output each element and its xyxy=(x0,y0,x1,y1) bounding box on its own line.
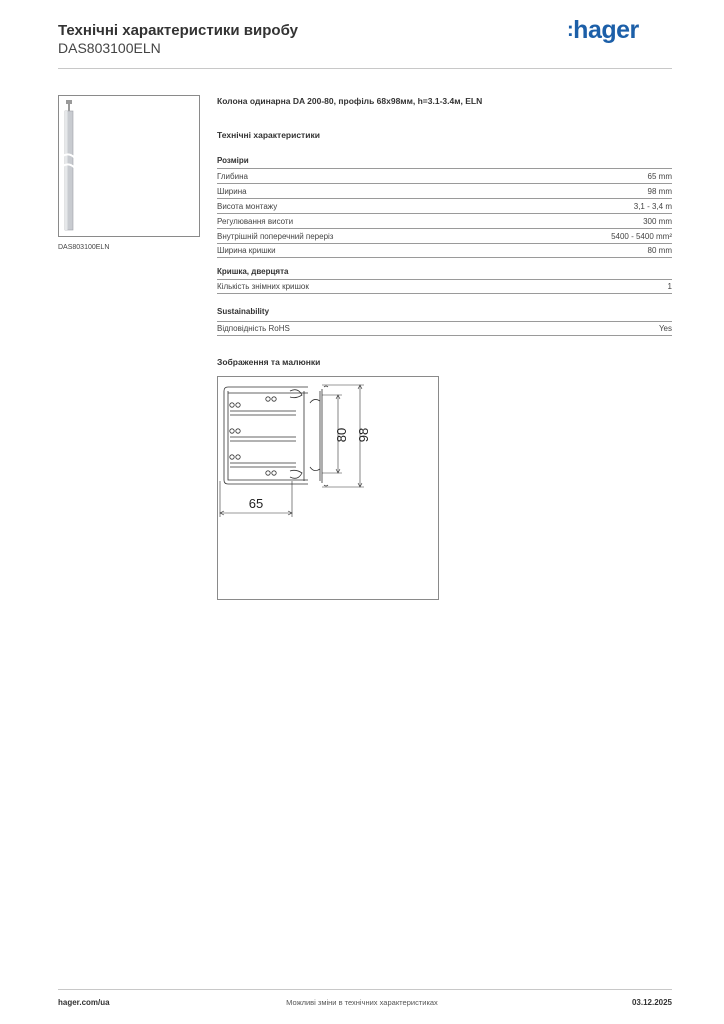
footer-date: 03.12.2025 xyxy=(631,998,672,1007)
profile-cross-section-icon xyxy=(218,377,438,599)
spec-value: 1 xyxy=(667,282,672,291)
spec-label: Внутрішній поперечний переріз xyxy=(217,231,334,241)
header-divider xyxy=(58,68,672,69)
technical-drawing xyxy=(217,376,439,600)
spec-value: 5400 - 5400 mm² xyxy=(611,231,672,241)
spec-value: 65 mm xyxy=(647,171,672,181)
spec-label: Глибина xyxy=(217,171,248,181)
spec-label: Відповідність RoHS xyxy=(217,324,290,333)
spec-row xyxy=(217,213,672,228)
spec-label: Ширина xyxy=(217,186,247,196)
footer-divider xyxy=(58,989,672,990)
group-title-dimensions: Розміри xyxy=(217,156,249,165)
spec-row xyxy=(217,279,672,294)
spec-label: Кількість знімних кришок xyxy=(217,282,309,291)
dim-width-label: 65 xyxy=(248,496,264,511)
spec-row xyxy=(217,243,672,258)
spec-value: Yes xyxy=(658,324,672,333)
dim-cover-label: 80 xyxy=(334,427,349,443)
thumbnail-caption: DAS803100ELN xyxy=(58,244,110,251)
spec-value: 300 mm xyxy=(643,216,672,226)
product-thumbnail xyxy=(58,95,200,237)
sustainability-table xyxy=(217,321,672,336)
spec-value: 98 mm xyxy=(647,186,672,196)
spec-row xyxy=(217,228,672,243)
column-product-icon xyxy=(59,96,199,236)
group-title-cover: Кришка, дверцята xyxy=(217,267,289,276)
spec-value: 3,1 - 3,4 m xyxy=(633,201,672,211)
hager-logo xyxy=(567,16,639,45)
cover-table xyxy=(217,279,672,294)
spec-row xyxy=(217,321,672,336)
dimensions-table xyxy=(217,168,672,258)
logo-dots-icon: : xyxy=(567,19,574,41)
drawings-title: Зображення та малюнки xyxy=(217,357,321,367)
spec-label: Регулювання висоти xyxy=(217,216,294,226)
specs-section-title: Технічні характеристики xyxy=(217,130,320,140)
product-code: DAS803100ELN xyxy=(58,40,161,56)
page-title: Технічні характеристики виробу xyxy=(58,22,298,39)
spec-label: Висота монтажу xyxy=(217,201,278,211)
dim-height-label: 98 xyxy=(356,427,371,443)
spec-label: Ширина кришки xyxy=(217,246,276,255)
logo-text: hager xyxy=(573,16,639,44)
footer-website: hager.com/ua xyxy=(58,998,110,1007)
spec-value: 80 mm xyxy=(647,246,672,255)
spec-row xyxy=(217,183,672,198)
group-title-sustainability: Sustainability xyxy=(217,307,270,316)
footer-note: Можливі зміни в технічних характеристиках xyxy=(286,998,438,1007)
spec-row xyxy=(217,168,672,183)
spec-row xyxy=(217,198,672,213)
product-title: Колона одинарна DA 200-80, профіль 68x98мм, h=3.1-3.4м, ELN xyxy=(217,96,483,106)
